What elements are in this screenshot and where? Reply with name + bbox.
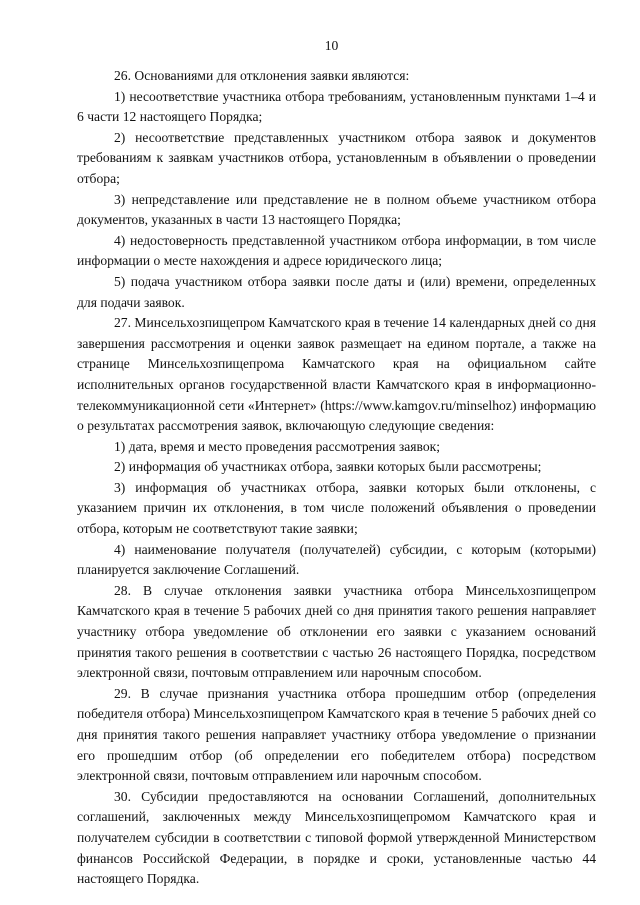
paragraph: 3) непредставление или представление не в полном объеме участником отбора документов, указанных в части 13 настоящего Порядка; — [77, 191, 596, 228]
paragraph: 3) информация об участниках отбора, заявки которых были отклонены, с указанием причин их отклонения, в том числе положений объявления о проведении отбора, которым не соответствуют такие заявки; — [77, 479, 596, 537]
paragraph: 5) подача участником отбора заявки после даты и (или) времени, определенных для подачи заявок. — [77, 273, 596, 310]
paragraph: 28. В случае отклонения заявки участника отбора Минсельхозпищепром Камчатского края в течение 5 рабочих дней со дня принятия такого решения направляет участнику отбора уведомление об отклонении его заявки с указанием оснований принятия такого решения в соответствии с частью 26 настоящего Порядка, посредством электронной связи, почтовым отправлением или нарочным способом. — [77, 582, 596, 681]
paragraph: 1) несоответствие участника отбора требованиям, установленным пунктами 1–4 и 6 части 12 настоящего Порядка; — [77, 88, 596, 125]
paragraph: 27. Минсельхозпищепром Камчатского края в течение 14 календарных дней со дня завершения рассмотрения и оценки заявок размещает на едином портале, а также на странице Минсельхозпищепрома Камчатского края на официальном сайте исполнительных органов государственной власти Камчатского края в информационно-телекоммуникационной сети «Интернет» (https://www.kamgov.ru/minselhoz) информацию о результатах рассмотрения заявок, включающую следующие сведения: — [77, 315, 596, 434]
document-body — [77, 66, 596, 890]
paragraph: 2) несоответствие представленных участником отбора заявок и документов требованиям к заявкам участников отбора, установленным в объявлении о проведении отбора; — [77, 129, 596, 186]
page-number: 10 — [324, 38, 339, 53]
paragraph: 29. В случае признания участника отбора прошедшим отбор (определения победителя отбора) Минсельхозпищепром Камчатского края в течение 5 рабочих дней со дня принятия такого решения направляет участнику отбора уведомление о признании его прошедшим отбор (об определении его победителем отбора) посредством электронной связи, почтовым отправлением или нарочным способом. — [77, 685, 596, 784]
paragraph: 1) дата, время и место проведения рассмотрения заявок; — [114, 438, 441, 454]
paragraph: 26. Основаниями для отклонения заявки являются: — [114, 68, 410, 83]
paragraph: 4) наименование получателя (получателей) субсидии, с которым (которыми) планируется заключение Соглашений. — [77, 541, 596, 578]
paragraph: 2) информация об участниках отбора, заявки которых были рассмотрены; — [114, 459, 542, 475]
paragraph: 4) недостоверность представленной участником отбора информации, в том числе информации о месте нахождения и адресе юридического лица; — [77, 232, 596, 269]
paragraph: 30. Субсидии предоставляются на основании Соглашений, дополнительных соглашений, заключенных между Минсельхозпищепромом Камчатского края и получателем субсидии в соответствии с типовой формой утвержденной Министерством финансов Российской Федерации, в порядке и сроки, установленные частью 44 настоящего Порядка. — [77, 788, 596, 887]
